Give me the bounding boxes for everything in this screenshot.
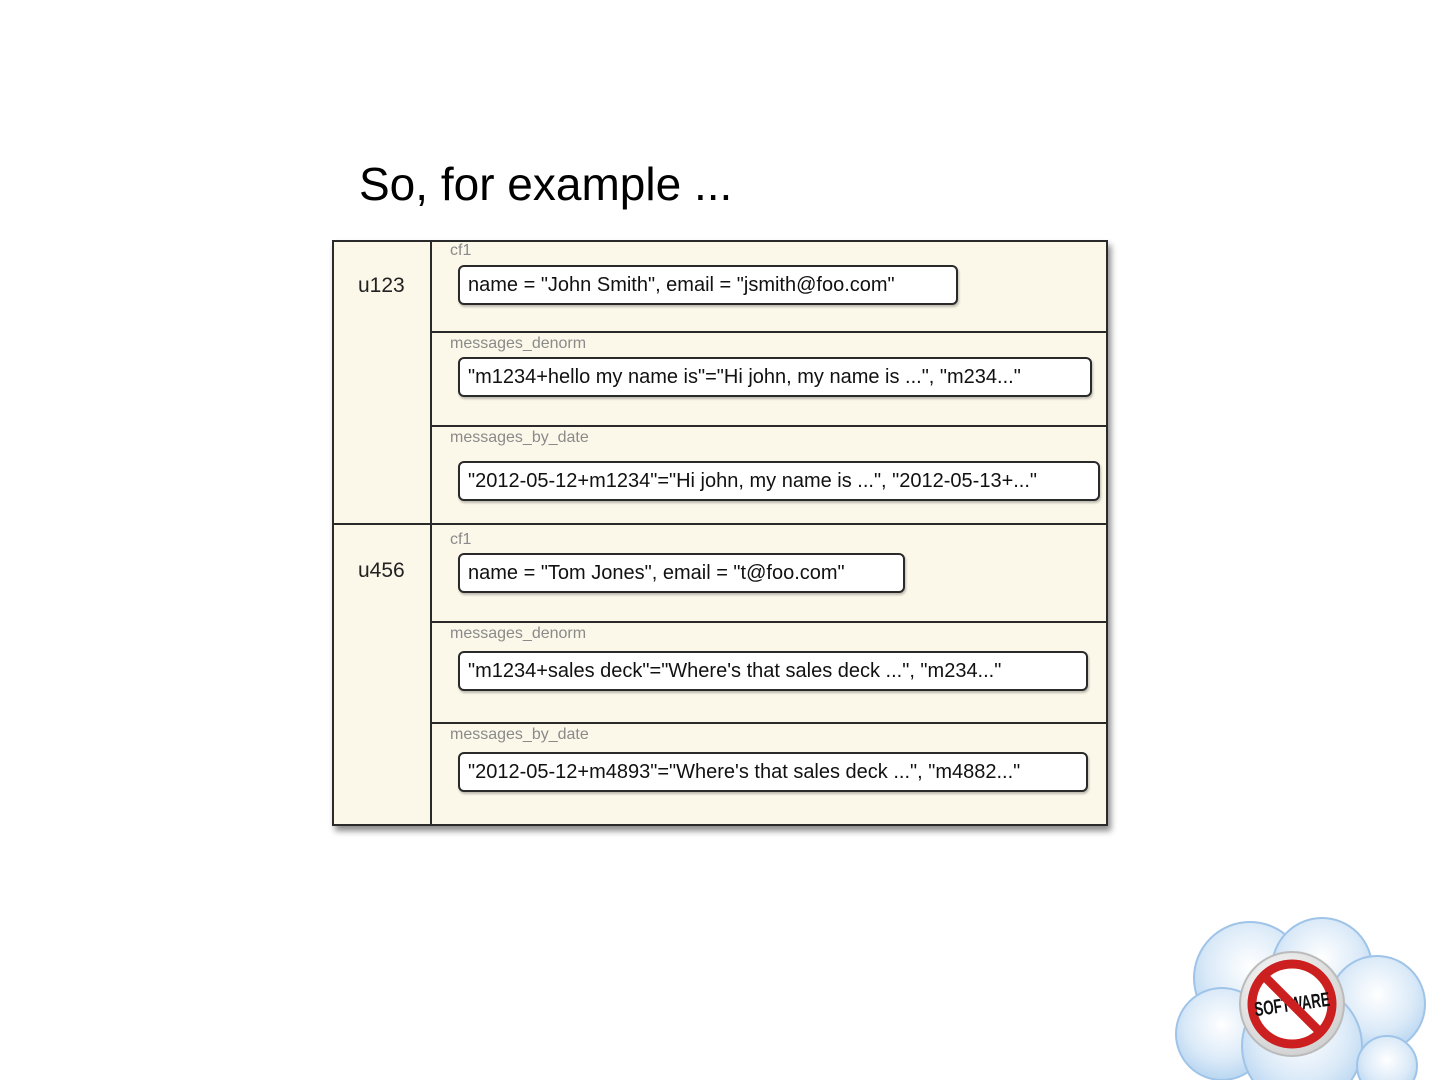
column-family-label: cf1 — [450, 242, 472, 259]
table-row-u456 — [334, 523, 1106, 826]
cell-value: name = "Tom Jones", email = "t@foo.com" — [458, 553, 905, 593]
cell-value: "m1234+hello my name is"="Hi john, my name is ...", "m234..." — [458, 357, 1092, 397]
no-sign — [1240, 952, 1369, 1056]
column-family-cf1 — [432, 525, 1106, 621]
cell-value: "2012-05-12+m4893"="Where's that sales deck ...", "m4882..." — [458, 752, 1088, 792]
table-row-u123 — [334, 242, 1106, 523]
column-family-cf1 — [432, 242, 1106, 331]
column-family-messages-by-date — [432, 425, 1106, 523]
cell-value: "m1234+sales deck"="Where's that sales deck ...", "m234..." — [458, 651, 1088, 691]
row-key: u456 — [358, 559, 405, 582]
row-key: u123 — [358, 274, 405, 297]
cell-value: "2012-05-12+m1234"="Hi john, my name is ...", "2012-05-13+..." — [458, 461, 1100, 501]
column-family-table — [332, 240, 1108, 826]
column-family-label: messages_by_date — [450, 429, 589, 446]
cell-value: name = "John Smith", email = "jsmith@foo.com" — [458, 265, 958, 305]
no-software-cloud-logo-icon — [1172, 916, 1428, 1080]
column-family-label: messages_denorm — [450, 625, 587, 642]
slide-title: So, for example ... — [359, 158, 733, 210]
svg-text:SOFTWARE: SOFTWARE — [1252, 983, 1369, 1022]
column-family-label: cf1 — [450, 531, 472, 548]
column-family-label: messages_by_date — [450, 726, 589, 743]
column-family-messages-denorm — [432, 621, 1106, 722]
column-family-label: messages_denorm — [450, 335, 587, 352]
column-family-messages-by-date — [432, 722, 1106, 826]
column-family-messages-denorm — [432, 331, 1106, 425]
